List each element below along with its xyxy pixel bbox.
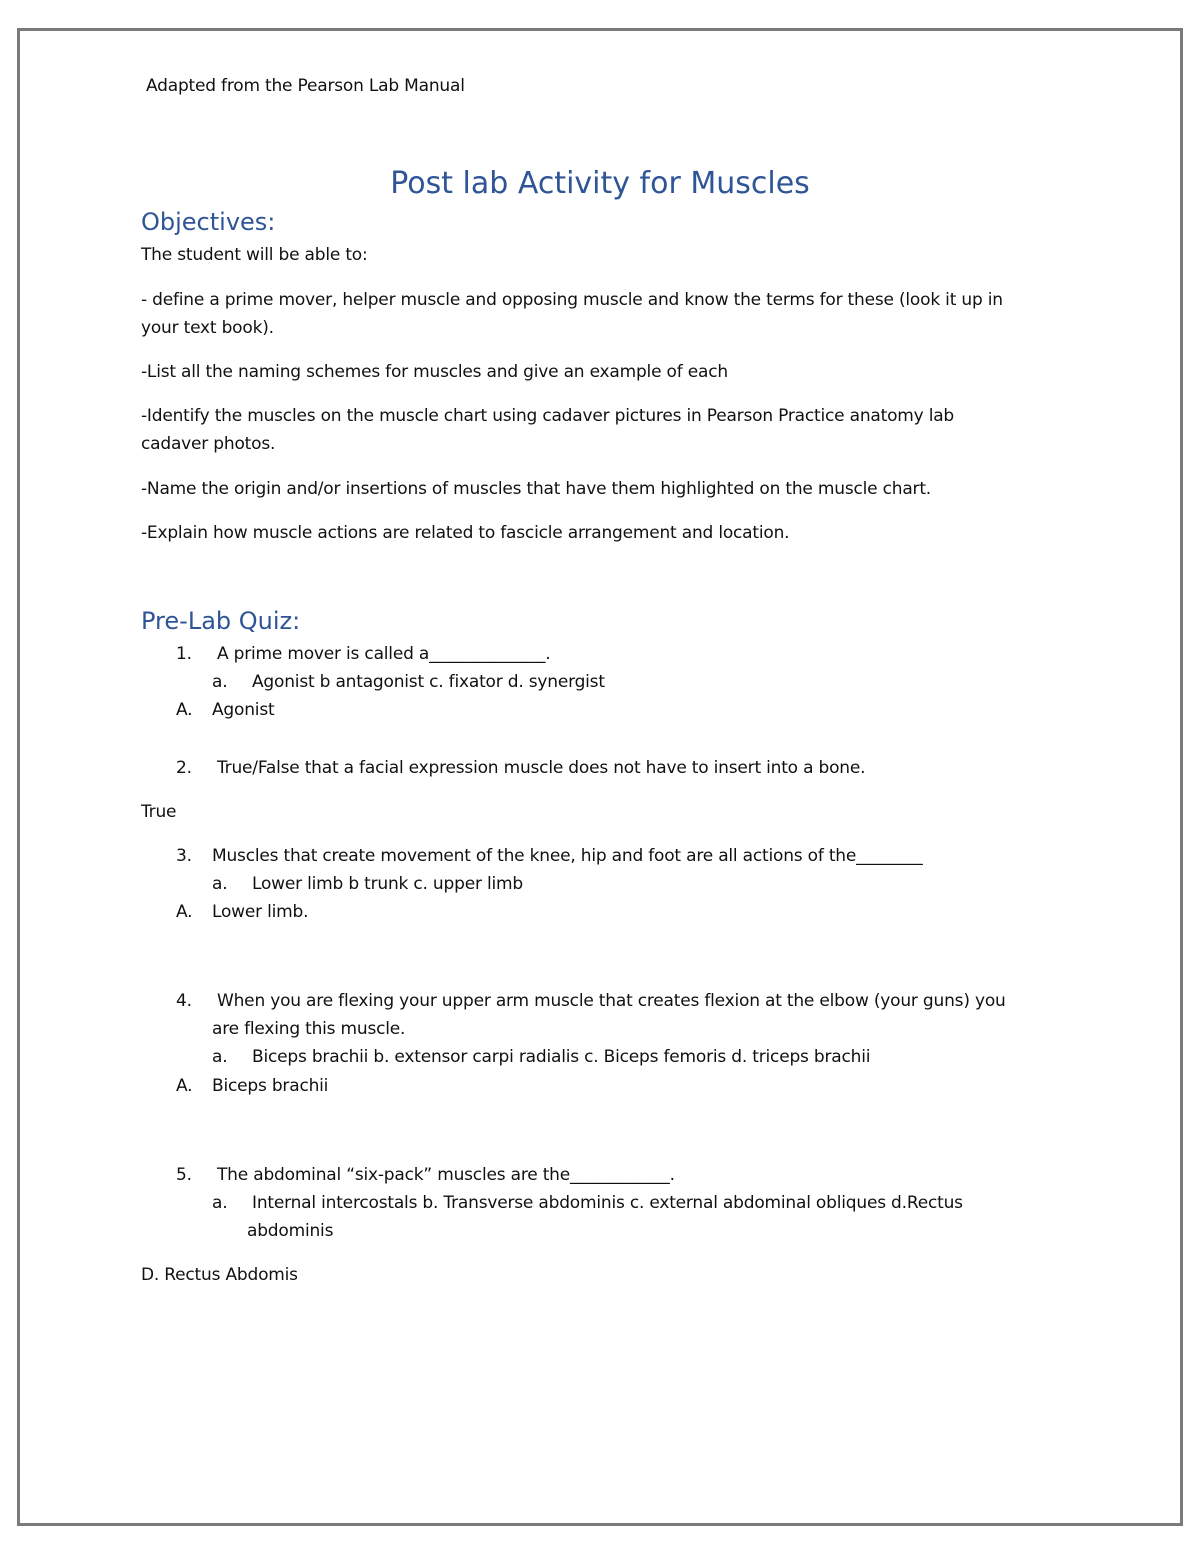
answer-text: Biceps brachii <box>212 1076 329 1096</box>
question-options: Agonist b antagonist c. fixator d. synergist <box>252 672 605 692</box>
answer-text: Lower limb. <box>212 902 309 922</box>
question-options: Internal intercostals b. Transverse abdominis c. external abdominal obliques d.Rectus <box>252 1193 963 1213</box>
objectives-heading: Objectives: <box>141 208 276 236</box>
answer-text: True <box>141 802 177 822</box>
option-label: a. <box>212 1047 228 1067</box>
question-text: When you are flexing your upper arm muscle that creates flexion at the elbow (your guns) you <box>217 991 1006 1011</box>
objective-item: -Name the origin and/or insertions of muscles that have them highlighted on the muscle chart. <box>141 479 932 499</box>
objective-item: your text book). <box>141 318 274 338</box>
question-number: 5. <box>176 1165 192 1185</box>
answer-text: D. Rectus Abdomis <box>141 1265 298 1285</box>
answer-label: A. <box>176 902 193 922</box>
question-text: are flexing this muscle. <box>212 1019 406 1039</box>
option-label: a. <box>212 1193 228 1213</box>
question-number: 2. <box>176 758 192 778</box>
option-label: a. <box>212 672 228 692</box>
question-text: Muscles that create movement of the knee, hip and foot are all actions of the________ <box>212 846 923 866</box>
question-options: Biceps brachii b. extensor carpi radialis c. Biceps femoris d. triceps brachii <box>252 1047 871 1067</box>
objective-item: - define a prime mover, helper muscle and opposing muscle and know the terms for these (look it up in <box>141 290 1003 310</box>
quiz-heading: Pre-Lab Quiz: <box>141 607 301 635</box>
question-options: Lower limb b trunk c. upper limb <box>252 874 523 894</box>
objective-item: -Explain how muscle actions are related to fascicle arrangement and location. <box>141 523 790 543</box>
header-note: Adapted from the Pearson Lab Manual <box>146 76 465 96</box>
objective-item: -List all the naming schemes for muscles and give an example of each <box>141 362 728 382</box>
answer-label: A. <box>176 700 193 720</box>
question-text: The abdominal “six-pack” muscles are the____________. <box>217 1165 675 1185</box>
question-text: True/False that a facial expression muscle does not have to insert into a bone. <box>217 758 866 778</box>
objective-item: -Identify the muscles on the muscle chart using cadaver pictures in Pearson Practice anatomy lab <box>141 406 955 426</box>
question-options: abdominis <box>247 1221 334 1241</box>
question-number: 3. <box>176 846 192 866</box>
question-text: A prime mover is called a______________. <box>217 644 551 664</box>
answer-text: Agonist <box>212 700 275 720</box>
question-number: 4. <box>176 991 192 1011</box>
page-title: Post lab Activity for Muscles <box>390 166 810 201</box>
objectives-intro: The student will be able to: <box>141 245 368 265</box>
option-label: a. <box>212 874 228 894</box>
objective-item: cadaver photos. <box>141 434 276 454</box>
question-number: 1. <box>176 644 192 664</box>
answer-label: A. <box>176 1076 193 1096</box>
